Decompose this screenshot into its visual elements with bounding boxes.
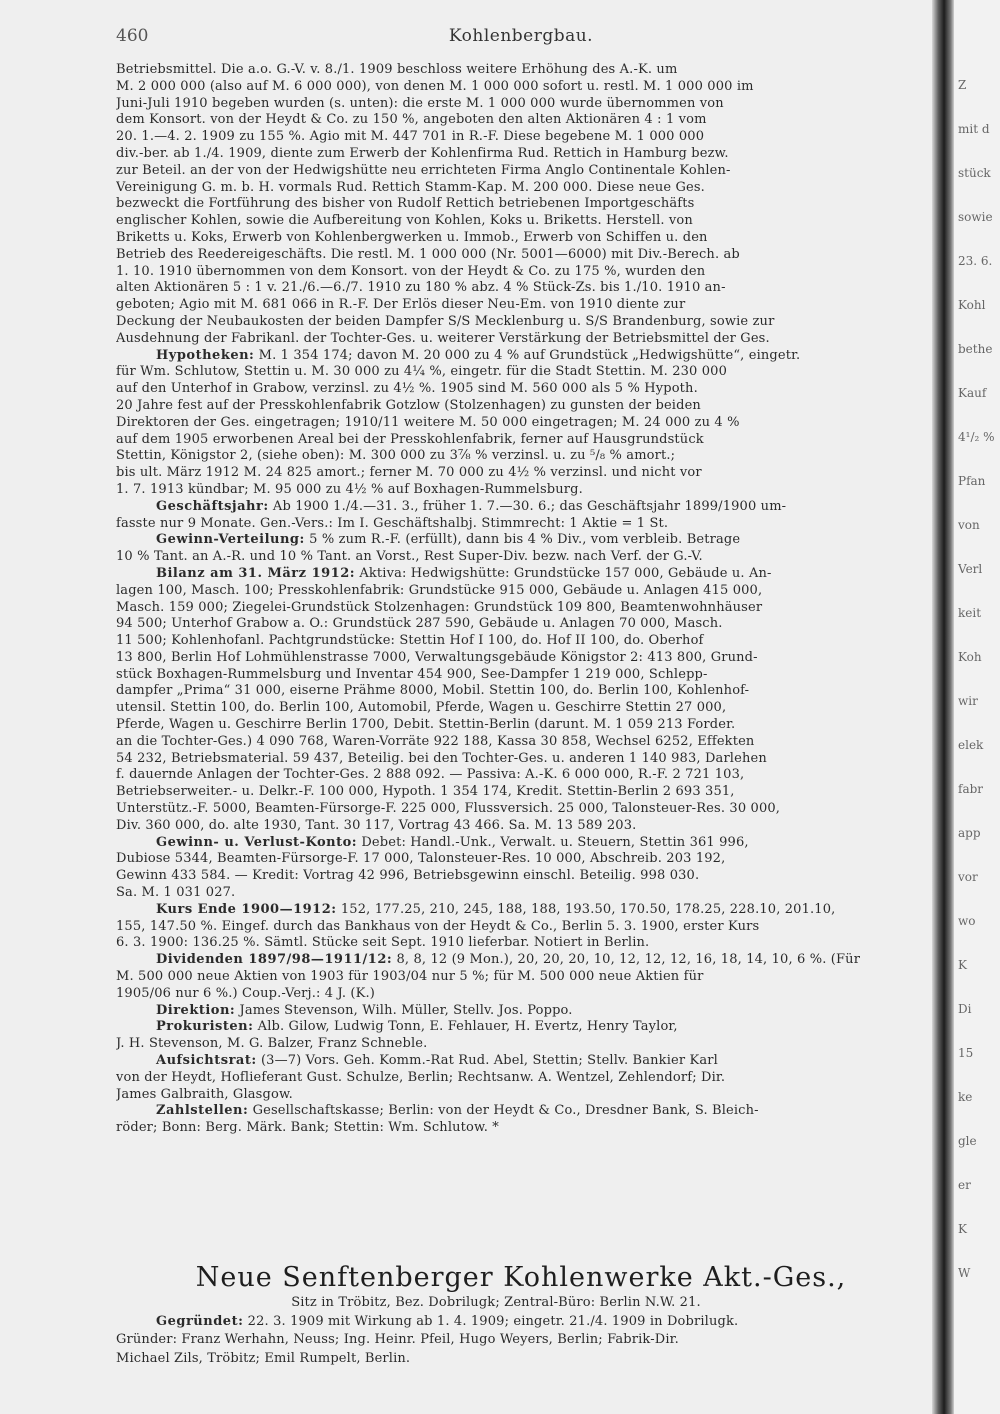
text-line (116, 482, 936, 499)
line-text: auf den Unterhof in Grabow, verzinsl. zu 4½ %. 1905 sind M. 560 000 als 5 % Hypoth. (116, 381, 698, 397)
text-line (116, 146, 936, 163)
line-text: (3—7) Vors. Geh. Komm.-Rat Rud. Abel, Stettin; Stellv. Bankier Karl (256, 1053, 718, 1069)
line-text: Sitz in Tröbitz, Bez. Dobrilugk; Zentral-Büro: Berlin N.W. 21. (291, 1295, 701, 1310)
line-text: 20 Jahre fest auf der Presskohlenfabrik Gotzlow (Stolzenhagen) zu gunsten der beiden (116, 397, 701, 413)
section-label: Gewinn- u. Verlust-Konto: (156, 834, 358, 850)
line-text: 20. 1.—4. 2. 1909 zu 155 %. Agio mit M. 447 701 in R.-F. Diese begebene M. 1 000 000 (116, 129, 705, 145)
next-page-fragment: elek (958, 738, 984, 752)
text-line (116, 633, 936, 650)
text-line (116, 784, 936, 801)
text-line (116, 230, 936, 247)
text-line (116, 667, 936, 684)
next-page-fragment: keit (958, 606, 982, 620)
next-page-fragment: Koh (958, 650, 982, 664)
next-page-fragment: K (958, 1222, 967, 1236)
line-text: bezweckt die Fortführung des bisher von Rudolf Rettich betriebenen Importgeschäfts (116, 196, 695, 212)
line-text: M. 1 354 174; davon M. 20 000 zu 4 % auf Grundstück „Hedwigshütte“, eingetr. (254, 347, 801, 363)
line-text: 152, 177.25, 210, 245, 188, 188, 193.50, 170.50, 178.25, 228.10, 201.10, (336, 901, 836, 917)
text-line (116, 700, 936, 717)
next-page-fragment: Z (958, 78, 967, 92)
line-text: Direktoren der Ges. eingetragen; 1910/11 weitere M. 50 000 eingetragen; M. 24 000 zu 4 % (116, 414, 740, 430)
next-page-fragment: stück (958, 166, 991, 180)
text-line (116, 919, 936, 936)
text-line (116, 62, 936, 79)
line-text: div.-ber. ab 1./4. 1909, diente zum Erwerb der Kohlenfirma Rud. Rettich in Hamburg bezw. (116, 145, 729, 161)
line-text: 8, 8, 12 (9 Mon.), 20, 20, 20, 10, 12, 12, 12, 16, 18, 14, 10, 6 %. (Für (392, 952, 861, 968)
text-line (116, 415, 936, 432)
text-line (116, 364, 936, 381)
section-label: Geschäftsjahr: (156, 498, 269, 514)
text-line (116, 129, 936, 146)
text-line (116, 868, 936, 885)
line-text: alten Aktionären 5 : 1 v. 21./6.—6./7. 1910 zu 180 % abz. 4 % Stück-Zs. bis 1./10. 1910 an- (116, 280, 726, 296)
line-text: Briketts u. Koks, Erwerb von Kohlenbergwerken u. Immob., Erwerb von Schiffen u. den (116, 229, 708, 245)
next-page-fragment: Verl (958, 562, 983, 576)
line-text: 1. 10. 1910 übernommen von dem Konsort. von der Heydt & Co. zu 175 %, wurden den (116, 263, 706, 279)
text-line (116, 213, 936, 230)
line-text: Aktiva: Hedwigshütte: Grundstücke 157 000, Gebäude u. An- (355, 565, 772, 581)
line-text: J. H. Stevenson, M. G. Balzer, Franz Schneble. (116, 1036, 428, 1052)
line-text: James Stevenson, Wilh. Müller, Stellv. Jos. Poppo. (235, 1002, 573, 1018)
text-line (116, 180, 936, 197)
text-line (116, 902, 936, 919)
text-line (116, 398, 936, 415)
line-text: bis ult. März 1912 M. 24 825 amort.; ferner M. 70 000 zu 4½ % verzinsl. und nicht vor (116, 465, 702, 481)
text-line (116, 717, 936, 734)
next-page-fragment: fabr (958, 782, 984, 796)
next-page-fragment: sowie (958, 210, 993, 224)
text-line (116, 1331, 936, 1350)
next-page-fragment: von (958, 518, 980, 532)
section-label: Prokuristen: (156, 1019, 254, 1035)
text-line (116, 331, 936, 348)
next-page-fragment: wir (958, 694, 978, 708)
line-text: von der Heydt, Hoflieferant Gust. Schulze, Berlin; Rechtsanw. A. Wentzel, Zehlendorf; Dir. (116, 1069, 726, 1085)
next-page-edge (954, 0, 1000, 1414)
text-line (116, 1003, 936, 1020)
section-label: Hypotheken: (156, 347, 255, 363)
line-text: röder; Bonn: Berg. Märk. Bank; Stettin: Wm. Schlutow. * (116, 1120, 499, 1136)
text-line (116, 381, 936, 398)
line-text: stück Boxhagen-Rummelsburg und Inventar 454 900, See-Dampfer 1 219 000, Schlepp- (116, 666, 708, 682)
line-text: 155, 147.50 %. Eingef. durch das Bankhaus von der Heydt & Co., Berlin 5. 3. 1900, erster Kurs (116, 918, 760, 934)
line-text: zur Beteil. an der von der Hedwigshütte neu errichteten Firma Anglo Continentale Kohlen- (116, 162, 731, 178)
body-text (116, 62, 936, 1137)
page-header (116, 26, 926, 48)
line-text: auf dem 1905 erworbenen Areal bei der Presskohlenfabrik, ferner auf Hausgrundstück (116, 431, 704, 447)
line-text: Gründer: Franz Werhahn, Neuss; Ing. Heinr. Pfeil, Hugo Weyers, Berlin; Fabrik-Dir. (116, 1332, 679, 1347)
text-line (116, 885, 936, 902)
text-line (116, 851, 936, 868)
text-line (116, 499, 936, 516)
next-page-fragment: 23. 6. (958, 254, 993, 268)
line-text: 22. 3. 1909 mit Wirkung ab 1. 4. 1909; eingetr. 21./4. 1909 in Dobrilugk. (243, 1313, 739, 1329)
next-page-fragment: er (958, 1178, 971, 1192)
line-text: 13 800, Berlin Hof Lohmühlenstrasse 7000, Verwaltungsgebäude Königstor 2: 413 800, Grund- (116, 649, 758, 665)
section-label: Gewinn-Verteilung: (156, 532, 305, 548)
line-text: fasste nur 9 Monate. Gen.-Vers.: Im I. Geschäftshalbj. Stimmrecht: 1 Aktie = 1 St. (116, 515, 669, 531)
line-text: Unterstütz.-F. 5000, Beamten-Fürsorge-F. 225 000, Flussversich. 25 000, Talonsteuer-Res. 30 000, (116, 801, 781, 817)
text-line (116, 280, 936, 297)
section-label: Aufsichtsrat: (156, 1053, 257, 1069)
next-page-fragment: mit d (958, 122, 990, 136)
next-page-fragment: 15 (958, 1046, 974, 1060)
line-text: Michael Zils, Tröbitz; Emil Rumpelt, Berlin. (116, 1350, 411, 1366)
text-line (116, 969, 936, 986)
line-text: Masch. 159 000; Ziegelei-Grundstück Stolzenhagen: Grundstück 109 800, Beamtenwohnhäuser (116, 599, 763, 615)
line-text: an die Tochter-Ges.) 4 090 768, Waren-Vorräte 922 188, Kassa 30 858, Wechsel 6252, Effekten (116, 733, 755, 749)
text-line (116, 600, 936, 617)
text-line (116, 1120, 936, 1137)
section-label: Direktion: (156, 1002, 236, 1018)
text-line (116, 566, 936, 583)
next-page-fragment: ke (958, 1090, 973, 1104)
text-line (116, 1070, 936, 1087)
text-line (116, 616, 936, 633)
line-text: Debet: Handl.-Unk., Verwalt. u. Steuern, Stettin 361 996, (357, 834, 749, 850)
section-label: Bilanz am 31. März 1912: (156, 565, 356, 581)
next-page-fragment: bethe (958, 342, 993, 356)
line-text: 1905/06 nur 6 %.) Coup.-Verj.: 4 J. (K.) (116, 985, 376, 1001)
text-line (116, 1313, 936, 1332)
next-page-fragment: Kauf (958, 386, 987, 400)
text-line (116, 432, 936, 449)
text-line (116, 650, 936, 667)
line-text: Gesellschaftskasse; Berlin: von der Heydt & Co., Dresdner Bank, S. Bleich- (248, 1103, 759, 1119)
line-text: englischer Kohlen, sowie die Aufbereitung von Kohlen, Koks u. Briketts. Herstell. von (116, 213, 693, 229)
line-text: Ausdehnung der Fabrikanl. der Tochter-Ges. u. weiterer Verstärkung der Betriebsmittel der Ges. (116, 330, 770, 346)
text-line (116, 163, 936, 180)
line-text: Vereinigung G. m. b. H. vormals Rud. Rettich Stamm-Kap. M. 200 000. Diese neue Ges. (116, 179, 705, 195)
line-text: Betriebsmittel. Die a.o. G.-V. v. 8./1. 1909 beschloss weitere Erhöhung des A.-K. um (116, 62, 678, 77)
line-text: dem Konsort. von der Heydt & Co. zu 150 %, angeboten den alten Aktionären 4 : 1 vom (116, 112, 707, 128)
next-page-fragment: app (958, 826, 981, 840)
text-line (116, 264, 936, 281)
line-text: Pferde, Wagen u. Geschirre Berlin 1700, Debit. Stettin-Berlin (darunt. M. 1 059 213 Forder. (116, 717, 736, 733)
next-page-fragment: W (958, 1266, 971, 1280)
line-text: f. dauernde Anlagen der Tochter-Ges. 2 888 092. — Passiva: A.-K. 6 000 000, R.-F. 2 721 103, (116, 767, 745, 783)
line-text: James Galbraith, Glasgow. (116, 1086, 293, 1102)
text-line (116, 986, 936, 1003)
line-text: Deckung der Neubaukosten der beiden Dampfer S/S Mecklenburg u. S/S Brandenburg, sowie zur (116, 313, 775, 329)
book-gutter (932, 0, 954, 1414)
text-line (116, 247, 936, 264)
text-line (116, 96, 936, 113)
line-text: Gewinn 433 584. — Kredit: Vortrag 42 996, Betriebsgewinn einschl. Beteilig. 998 030. (116, 868, 700, 884)
page-number: 460 (116, 26, 149, 46)
line-text: Betrieb des Reedereigeschäfts. Die restl. M. 1 000 000 (Nr. 5001—6000) mit Div.-Berech. ab (116, 246, 740, 262)
text-line (116, 297, 936, 314)
text-line (116, 935, 936, 952)
text-line (116, 952, 936, 969)
running-title: Kohlenbergbau. (448, 26, 594, 46)
line-text: Sa. M. 1 031 027. (116, 885, 236, 901)
line-text: für Wm. Schlutow, Stettin u. M. 30 000 zu 4¼ %, eingetr. für die Stadt Stettin. M. 230 000 (116, 364, 728, 380)
line-text: Juni-Juli 1910 begeben wurden (s. unten): die erste M. 1 000 000 wurde übernommen von (116, 95, 724, 111)
text-line (116, 734, 936, 751)
text-line (116, 1036, 936, 1053)
next-page-fragment: Pfan (958, 474, 986, 488)
next-page-fragment: gle (958, 1134, 977, 1148)
line-text: Betriebserweiter.- u. Delkr.-F. 100 000, Hypoth. 1 354 174, Kredit. Stettin-Berlin 2 693 351, (116, 784, 735, 800)
text-line (116, 1350, 936, 1369)
line-text: 54 232, Betriebsmaterial. 59 437, Beteilig. bei den Tochter-Ges. u. anderen 1 140 983, Darlehen (116, 750, 767, 766)
next-page-fragment: Di (958, 1002, 972, 1016)
text-line (116, 1087, 936, 1104)
section-label: Kurs Ende 1900—1912: (156, 901, 337, 917)
text-line (116, 818, 936, 835)
text-line (116, 112, 936, 129)
text-line (116, 683, 936, 700)
section-label: Dividenden 1897/98—1911/12: (156, 952, 393, 968)
line-text: Stettin, Königstor 2, (siehe oben): M. 300 000 zu 3⅞ % verzinsl. u. zu ⁵/₈ % amort.; (116, 448, 676, 464)
line-text: 11 500; Kohlenhofanl. Pachtgrundstücke: Stettin Hof I 100, do. Hof II 100, do. Oberhof (116, 633, 704, 649)
text-line (116, 348, 936, 365)
text-line (116, 1019, 936, 1036)
line-text: 6. 3. 1900: 136.25 %. Sämtl. Stücke seit Sept. 1910 lieferbar. Notiert in Berlin. (116, 935, 650, 951)
section-label: Gegründet: (156, 1313, 244, 1329)
line-text: Ab 1900 1./4.—31. 3., früher 1. 7.—30. 6.; das Geschäftsjahr 1899/1900 um- (268, 498, 787, 514)
line-text: M. 2 000 000 (also auf M. 6 000 000), von denen M. 1 000 000 sofort u. restl. M. 1 000 000 im (116, 78, 754, 94)
text-line (116, 801, 936, 818)
text-line (116, 1294, 936, 1313)
line-text: utensil. Stettin 100, do. Berlin 100, Automobil, Pferde, Wagen u. Geschirre Stettin 27 000, (116, 700, 727, 716)
line-text: Dubiose 5344, Beamten-Fürsorge-F. 17 000, Talonsteuer-Res. 10 000, Abschreib. 203 192, (116, 851, 726, 867)
text-line (116, 1103, 936, 1120)
text-line (116, 767, 936, 784)
line-text: dampfer „Prima“ 31 000, eiserne Prähme 8000, Mobil. Stettin 100, do. Berlin 100, Kohlenhof- (116, 683, 750, 699)
text-line (116, 532, 936, 549)
company-section (116, 1294, 936, 1368)
text-line (116, 314, 936, 331)
line-text: Div. 360 000, do. alte 1930, Tant. 30 117, Vortrag 43 466. Sa. M. 13 589 203. (116, 817, 637, 833)
text-line (116, 583, 936, 600)
line-text: Alb. Gilow, Ludwig Tonn, E. Fehlauer, H. Evertz, Henry Taylor, (253, 1019, 678, 1035)
section-label: Zahlstellen: (156, 1103, 249, 1119)
line-text: 5 % zum R.-F. (erfüllt), dann bis 4 % Div., vom verbleib. Betrage (304, 532, 741, 548)
text-line (116, 196, 936, 213)
company-title: Neue Senftenberger Kohlenwerke Akt.-Ges., (195, 1262, 847, 1293)
text-line (116, 79, 936, 96)
text-line (116, 835, 936, 852)
next-page-fragment: wo (958, 914, 976, 928)
line-text: 94 500; Unterhof Grabow a. O.: Grundstück 287 590, Gebäude u. Anlagen 70 000, Masch. (116, 616, 723, 632)
line-text: lagen 100, Masch. 100; Presskohlenfabrik: Grundstücke 915 000, Gebäude u. Anlagen 415 000, (116, 582, 763, 598)
line-text: 10 % Tant. an A.-R. und 10 % Tant. an Vorst., Rest Super-Div. bezw. nach Verf. der G.-V. (116, 549, 703, 565)
next-page-fragment: Kohl (958, 298, 986, 312)
text-line (116, 549, 936, 566)
text-line (116, 465, 936, 482)
next-page-fragment: 4¹/₂ % (958, 430, 995, 444)
next-page-fragment: K (958, 958, 967, 972)
line-text: geboten; Agio mit M. 681 066 in R.-F. Der Erlös dieser Neu-Em. von 1910 diente zur (116, 297, 686, 313)
line-text: 1. 7. 1913 kündbar; M. 95 000 zu 4½ % auf Boxhagen-Rummelsburg. (116, 481, 583, 497)
text-line (116, 1053, 936, 1070)
text-line (116, 516, 936, 533)
line-text: M. 500 000 neue Aktien von 1903 für 1903/04 nur 5 %; für M. 500 000 neue Aktien für (116, 969, 704, 985)
text-line (116, 751, 936, 768)
next-page-fragment: vor (958, 870, 978, 884)
text-line (116, 448, 936, 465)
